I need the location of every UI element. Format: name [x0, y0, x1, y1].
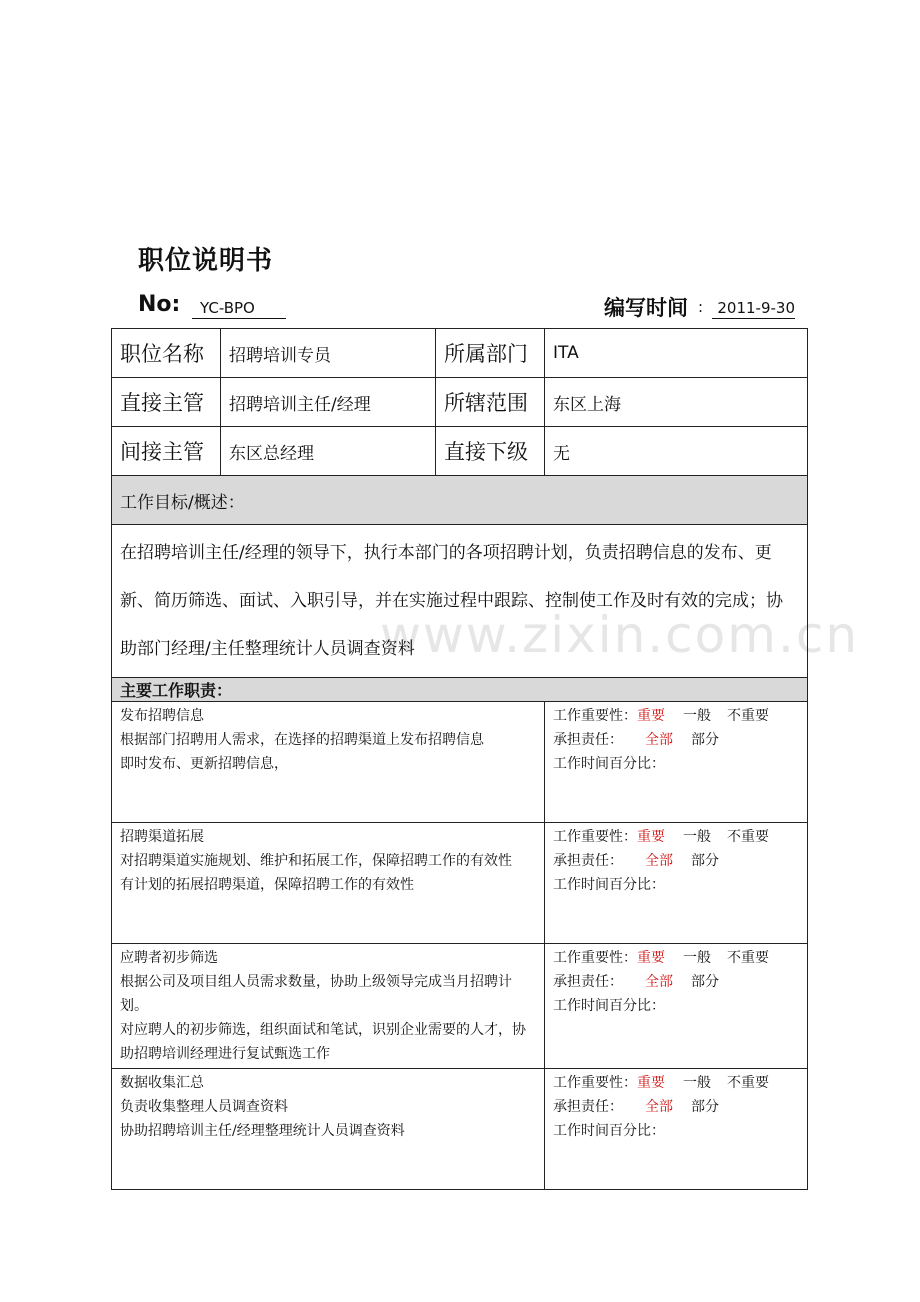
responsibility-label: 承担责任：	[553, 732, 623, 748]
watermark: www.zixin.com.cn	[380, 606, 860, 664]
responsibility-all: 全部	[645, 853, 673, 869]
date-colon: :	[697, 298, 703, 316]
duty-line: 有计划的拓展招聘渠道，保障招聘工作的有效性	[120, 877, 414, 893]
indirect-supervisor-label: 间接主管	[112, 427, 221, 476]
duty-meta	[545, 944, 808, 1069]
responsibility-partial: 部分	[691, 853, 719, 869]
duty-meta	[545, 702, 808, 823]
duty-description	[112, 1069, 545, 1190]
importance-not-important: 不重要	[727, 950, 769, 966]
responsibility-all: 全部	[645, 974, 673, 990]
info-row	[112, 329, 808, 378]
duty-title: 数据收集汇总	[120, 1075, 204, 1091]
importance-label: 工作重要性：	[553, 1075, 637, 1091]
duty-title: 发布招聘信息	[120, 708, 204, 724]
importance-important: 重要	[637, 1075, 665, 1091]
duty-line: 对招聘渠道实施规划、维护和拓展工作，保障招聘工作的有效性	[120, 853, 512, 869]
direct-supervisor-value: 招聘培训主任/经理	[221, 378, 436, 427]
duty-description	[112, 702, 545, 823]
duties-heading-row	[112, 678, 808, 702]
importance-not-important: 不重要	[727, 829, 769, 845]
responsibility-all: 全部	[645, 732, 673, 748]
duty-row	[112, 823, 808, 944]
doc-meta-row	[138, 292, 795, 324]
responsibility-partial: 部分	[691, 732, 719, 748]
duty-line: 对应聘人的初步筛选，组织面试和笔试，识别企业需要的人才，协助招聘培训经理进行复试甄选工作	[120, 1022, 526, 1062]
importance-normal: 一般	[683, 1075, 711, 1091]
info-row	[112, 427, 808, 476]
responsibility-label: 承担责任：	[553, 1099, 623, 1115]
time-percent-label: 工作时间百分比：	[553, 756, 665, 772]
overview-text: 在招聘培训主任/经理的领导下，执行本部门的各项招聘计划，负责招聘信息的发布、更新、简历筛选、面试、入职引导，并在实施过程中跟踪、控制使工作及时有效的完成；协助部门经理/主任整理统计人员调查资料	[112, 525, 808, 678]
department-value: ITA	[545, 329, 808, 378]
department-label: 所属部门	[436, 329, 545, 378]
importance-not-important: 不重要	[727, 708, 769, 724]
duty-row	[112, 702, 808, 823]
number-value: YC-BPO	[192, 298, 286, 319]
duty-line: 即时发布、更新招聘信息，	[120, 756, 288, 772]
duty-meta	[545, 823, 808, 944]
indirect-supervisor-value: 东区总经理	[221, 427, 436, 476]
responsibility-label: 承担责任：	[553, 974, 623, 990]
overview-heading-row	[112, 476, 808, 525]
duty-description	[112, 823, 545, 944]
responsibility-partial: 部分	[691, 1099, 719, 1115]
responsibility-partial: 部分	[691, 974, 719, 990]
position-label: 职位名称	[112, 329, 221, 378]
importance-normal: 一般	[683, 708, 711, 724]
importance-important: 重要	[637, 829, 665, 845]
importance-label: 工作重要性：	[553, 829, 637, 845]
importance-normal: 一般	[683, 950, 711, 966]
document-title: 职位说明书	[138, 246, 274, 276]
duty-title: 招聘渠道拓展	[120, 829, 204, 845]
number-label: No:	[138, 292, 181, 317]
importance-important: 重要	[637, 708, 665, 724]
overview-row	[112, 525, 808, 678]
scope-label: 所辖范围	[436, 378, 545, 427]
importance-important: 重要	[637, 950, 665, 966]
duty-row	[112, 944, 808, 1069]
direct-supervisor-label: 直接主管	[112, 378, 221, 427]
duties-heading: 主要工作职责：	[112, 678, 808, 702]
duty-meta	[545, 1069, 808, 1190]
scope-value: 东区上海	[545, 378, 808, 427]
duty-line: 负责收集整理人员调查资料	[120, 1099, 288, 1115]
duty-line: 根据部门招聘用人需求，在选择的招聘渠道上发布招聘信息	[120, 732, 484, 748]
job-description-table	[111, 328, 808, 1190]
duty-line: 协助招聘培训主任/经理整理统计人员调查资料	[120, 1123, 405, 1139]
time-percent-label: 工作时间百分比：	[553, 1123, 665, 1139]
info-row	[112, 378, 808, 427]
position-value: 招聘培训专员	[221, 329, 436, 378]
date-value: 2011-9-30	[712, 298, 795, 319]
subordinate-value: 无	[545, 427, 808, 476]
importance-label: 工作重要性：	[553, 950, 637, 966]
responsibility-label: 承担责任：	[553, 853, 623, 869]
time-percent-label: 工作时间百分比：	[553, 998, 665, 1014]
importance-not-important: 不重要	[727, 1075, 769, 1091]
duty-description	[112, 944, 545, 1069]
importance-label: 工作重要性：	[553, 708, 637, 724]
responsibility-all: 全部	[645, 1099, 673, 1115]
overview-heading: 工作目标/概述：	[112, 476, 808, 525]
duty-title: 应聘者初步筛选	[120, 950, 218, 966]
time-percent-label: 工作时间百分比：	[553, 877, 665, 893]
subordinate-label: 直接下级	[436, 427, 545, 476]
importance-normal: 一般	[683, 829, 711, 845]
duty-line: 根据公司及项目组人员需求数量，协助上级领导完成当月招聘计划。	[120, 974, 512, 1014]
date-label: 编写时间	[604, 296, 688, 320]
duty-row	[112, 1069, 808, 1190]
